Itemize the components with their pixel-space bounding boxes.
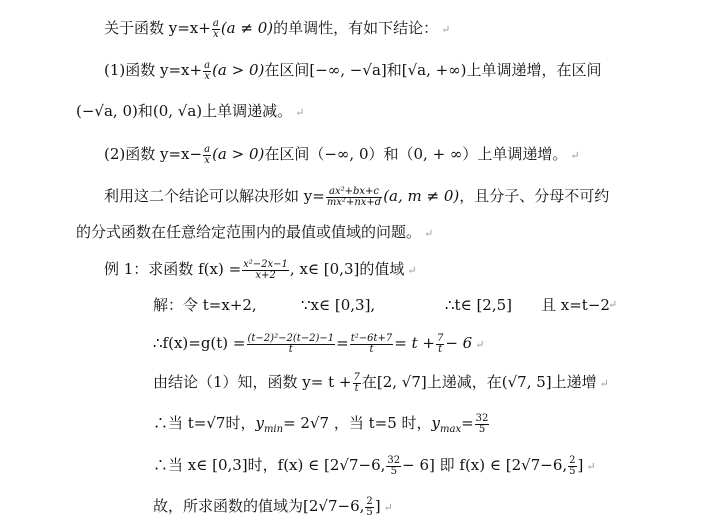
intro-condition: (a ≠ 0) (220, 19, 274, 37)
ymin-sub: min (263, 424, 284, 435)
range-post: ] (577, 456, 584, 474)
range-pre: ∴当 x∈ [0,3]时，f(x) ∈ [2√7−6, (153, 456, 386, 474)
ft-eq: = (336, 334, 349, 352)
c2-pre: (2)函数 y=x− (104, 145, 203, 163)
conclusion-1-cont-line (76, 101, 304, 123)
extreme-line (153, 413, 490, 440)
paragraph-mark-icon: ↵ (295, 106, 305, 119)
c1-cont: (−√a, 0)和(0, √a)上单调递减。 (76, 102, 293, 120)
ymax-symbol: y (431, 414, 440, 432)
c1-fraction: $\frac{a}{x}$ (204, 59, 211, 82)
use-post: ，且分子、分母不可约 (459, 187, 610, 205)
example-fraction: $\frac{\text{x²−2x−1}}{x+2}$ (243, 258, 288, 281)
ft-fraction-3: $\frac{7}{t}$ (436, 332, 444, 355)
example-line (104, 259, 417, 281)
extreme-eq1: = 2√7 ，当 t=5 时， (283, 414, 432, 432)
sol-d: 且 x=t−2 (541, 296, 610, 314)
ymax-sub: max (440, 424, 462, 435)
range-fraction-2: $\frac{2}{5}$ (569, 454, 576, 477)
intro-line (104, 18, 450, 40)
conc1-post: 在[2, √7]上递减，在(√7, 5]上递增 (361, 373, 597, 391)
c2-text: 在区间（−∞, 0）和（0, + ∞）上单调递增。 (264, 145, 568, 163)
ft-line (153, 333, 484, 355)
c1-text: 在区间[−∞, −√a]和[√a, +∞)上单调递增，在区间 (264, 61, 602, 79)
extreme-eq2: = (461, 414, 474, 432)
paragraph-mark-icon: ↵ (475, 338, 485, 351)
sol-c: ∴t∈ [2,5] (445, 296, 513, 314)
paragraph-mark-icon: ↵ (570, 149, 580, 162)
c1-condition: (a > 0) (212, 61, 265, 79)
c2-fraction: $\frac{a}{x}$ (204, 143, 211, 166)
solution-line (153, 295, 673, 315)
extreme-pre: ∴当 t=√7时， (153, 414, 256, 432)
conc1-fraction: $\frac{7}{t}$ (353, 371, 360, 394)
intro-fraction: $\frac{a}{x}$ (212, 17, 219, 40)
sol-b: ∵x∈ [0,3], (301, 296, 376, 314)
use-pre: 利用这二个结论可以解决形如 y= (104, 187, 325, 205)
range-fraction-1: $\frac{32}{5}$ (387, 454, 401, 477)
ft-fraction-2: $\frac{\text{t²−6t+7}}{t}$ (350, 332, 393, 355)
use-cont-line (76, 222, 433, 244)
conc1-line (153, 372, 609, 394)
paragraph-mark-icon: ↵ (407, 264, 417, 277)
paragraph-mark-icon: ↵ (599, 377, 609, 390)
intro-pre: 关于函数 y=x+ (104, 19, 211, 37)
ft-mid: = t + (394, 334, 435, 352)
final-fraction: $\frac{2}{5}$ (366, 495, 373, 518)
intro-post: 的单调性，有如下结论： (273, 19, 439, 37)
conclusion-1-line (104, 60, 602, 82)
final-line (153, 496, 393, 518)
final-post: ] (374, 497, 381, 515)
paragraph-mark-icon: ↵ (608, 298, 618, 311)
c1-pre: (1)函数 y=x+ (104, 61, 203, 79)
sol-a: 解：令 t=x+2, (153, 296, 257, 314)
paragraph-mark-icon: ↵ (586, 460, 596, 473)
use-condition: (a, m ≠ 0) (383, 187, 460, 205)
example-pre: 例 1：求函数 f(x) = (104, 260, 242, 278)
ymax-fraction: $\frac{32}{5}$ (475, 412, 489, 435)
conclusion-2-line (104, 144, 580, 166)
ft-post: − 6 (445, 334, 473, 352)
paragraph-mark-icon: ↵ (424, 227, 434, 240)
final-pre: 故，所求函数的值域为[2√7−6, (153, 497, 365, 515)
use-cont: 的分式函数在任意给定范围内的最值或值域的问题。 (76, 223, 422, 241)
ymin-symbol: y (255, 414, 264, 432)
range-line (153, 455, 596, 477)
conc1-pre: 由结论（1）知，函数 y= t + (153, 373, 352, 391)
paragraph-mark-icon: ↵ (441, 23, 451, 36)
example-post: , x∈ [0,3]的值域 (289, 260, 405, 278)
use-fraction: $\frac{\text{ax²+bx+c}}{\text{mx²+nx+d}}$ (326, 185, 382, 208)
ft-pre: ∴f(x)=g(t) = (153, 334, 246, 352)
c2-condition: (a > 0) (212, 145, 265, 163)
use-line (104, 186, 609, 208)
paragraph-mark-icon: ↵ (383, 501, 393, 514)
ft-fraction-1: $\frac{\text{(t−2)²−2(t−2)−1}}{t}$ (247, 332, 335, 355)
range-mid: − 6] 即 f(x) ∈ [2√7−6, (402, 456, 568, 474)
